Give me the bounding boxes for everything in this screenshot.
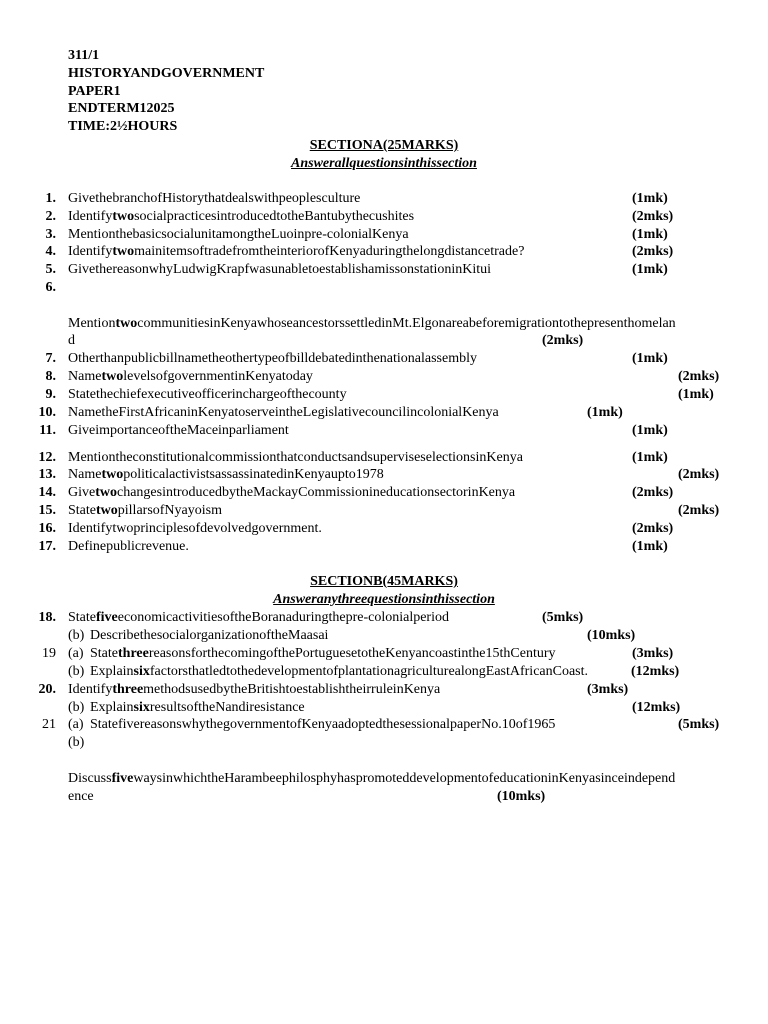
question-1 bbox=[0, 190, 768, 208]
section-b-instruction: Answeranythreequestionsinthissection bbox=[273, 592, 495, 607]
question-6-continued bbox=[0, 332, 768, 350]
question-number: 3. bbox=[45, 227, 56, 242]
question-marks: (10mks) bbox=[497, 789, 546, 804]
question-text: Otherthanpublicbillnametheothertypeofbilldebatedinthenationalassembly bbox=[68, 351, 477, 366]
question-number: 18. bbox=[38, 610, 56, 625]
question-18b bbox=[0, 627, 768, 645]
question-number: 17. bbox=[38, 539, 56, 554]
question-marks: (1mk) bbox=[632, 351, 668, 366]
question-text: GivethereasonwhyLudwigKrapfwasunabletoestablishamissonstationinKitui bbox=[68, 262, 492, 277]
question-number: 16. bbox=[38, 521, 56, 536]
question-text: (a) StatethreereasonsforthecomingofthePortuguesetotheKenyancoastinthe15thCentury bbox=[68, 646, 556, 661]
question-2 bbox=[0, 208, 768, 226]
question-text: NametwolevelsofgovernmentinKenyatoday bbox=[68, 369, 313, 384]
exam-time: TIME:2½HOURS bbox=[68, 119, 178, 135]
question-text: DiscussfivewaysinwhichtheHarambeephilosphyhaspromoteddevelopmentofeducationinKenyasinceindepend bbox=[68, 771, 676, 786]
question-21b-continued bbox=[0, 788, 768, 806]
question-marks: (5mks) bbox=[542, 610, 584, 625]
question-number: 10. bbox=[38, 405, 56, 420]
question-3 bbox=[0, 226, 768, 244]
question-marks: (1mk) bbox=[632, 450, 668, 465]
question-marks: (1mk) bbox=[632, 227, 668, 242]
question-text: Statethechiefexecutiveofficerinchargeofthecounty bbox=[68, 387, 347, 402]
question-number: 20. bbox=[38, 682, 56, 697]
question-11 bbox=[0, 422, 768, 440]
question-8 bbox=[0, 368, 768, 386]
question-marks: (1mk) bbox=[632, 191, 668, 206]
question-6 bbox=[0, 315, 768, 333]
question-number: 12. bbox=[38, 450, 56, 465]
question-marks: (10mks) bbox=[587, 628, 636, 643]
exam-name: ENDTERM12025 bbox=[68, 101, 175, 117]
question-text: (b) ExplainsixresultsoftheNandiresistance bbox=[68, 700, 305, 715]
section-a-instruction: Answerallquestionsinthissection bbox=[291, 156, 477, 171]
subject-title: HISTORYANDGOVERNMENT bbox=[68, 65, 265, 81]
question-marks: (2mks) bbox=[632, 209, 674, 224]
question-marks: (5mks) bbox=[678, 717, 720, 732]
question-4 bbox=[0, 243, 768, 261]
question-21b bbox=[0, 770, 768, 788]
question-10 bbox=[0, 404, 768, 422]
question-marks: (2mks) bbox=[542, 333, 584, 348]
question-6-number-row bbox=[0, 279, 768, 297]
paper-number: PAPER1 bbox=[68, 83, 121, 99]
question-marks: (2mks) bbox=[678, 369, 720, 384]
question-number: 14. bbox=[38, 485, 56, 500]
question-text: StatetwopillarsofNyayoism bbox=[68, 503, 222, 518]
question-15 bbox=[0, 502, 768, 520]
question-20b bbox=[0, 699, 768, 717]
question-9 bbox=[0, 386, 768, 404]
question-7 bbox=[0, 350, 768, 368]
question-marks: (1mk) bbox=[632, 262, 668, 277]
question-text: IdentifythreemethodsusedbytheBritishtoestablishtheirruleinKenya bbox=[68, 682, 441, 697]
question-number: 9. bbox=[45, 387, 56, 402]
question-marks: (2mks) bbox=[632, 244, 674, 259]
question-21b-label bbox=[0, 734, 768, 752]
question-number: 15. bbox=[38, 503, 56, 518]
question-marks: (1mk) bbox=[632, 423, 668, 438]
question-number: 11. bbox=[39, 423, 56, 438]
question-marks: (2mks) bbox=[678, 503, 720, 518]
question-text: Definepublicrevenue. bbox=[68, 539, 189, 554]
question-number: 4. bbox=[45, 244, 56, 259]
question-19a bbox=[0, 645, 768, 663]
question-text: IdentifytwomainitemsoftradefromtheinteriorofKenyaduringthelongdistancetrade? bbox=[68, 244, 525, 259]
question-12 bbox=[0, 449, 768, 467]
question-text: GivetwochangesintroducedbytheMackayCommissionineducationsectorinKenya bbox=[68, 485, 516, 500]
question-marks: (2mks) bbox=[632, 485, 674, 500]
question-text: StatefiveeconomicactivitiesoftheBoranaduringthepre-colonialperiod bbox=[68, 610, 449, 625]
question-number: 7. bbox=[45, 351, 56, 366]
question-sublabel: (b) bbox=[68, 735, 85, 750]
question-marks: (12mks) bbox=[632, 700, 681, 715]
question-number: 19 bbox=[42, 646, 56, 661]
question-marks: (12mks) bbox=[631, 664, 680, 679]
question-marks: (1mk) bbox=[632, 539, 668, 554]
question-13 bbox=[0, 466, 768, 484]
question-marks: (2mks) bbox=[632, 521, 674, 536]
question-21a bbox=[0, 716, 768, 734]
question-text: (b) DescribethesocialorganizationoftheMaasai bbox=[68, 628, 329, 643]
question-5 bbox=[0, 261, 768, 279]
question-number: 1. bbox=[45, 191, 56, 206]
question-text: MentiontwocommunitiesinKenyawhoseancestorssettledinMt.Elgonareabeforemigrationtothepresenthomelan bbox=[68, 316, 676, 331]
question-20a bbox=[0, 681, 768, 699]
question-18 bbox=[0, 609, 768, 627]
question-number: 21 bbox=[42, 717, 56, 732]
question-text: GivethebranchofHistorythatdealswithpeoplesculture bbox=[68, 191, 361, 206]
question-text: MentiontheconstitutionalcommissionthatconductsandsuperviseselectionsinKenya bbox=[68, 450, 523, 465]
paper-code: 311/1 bbox=[68, 48, 100, 63]
question-17 bbox=[0, 538, 768, 556]
question-text-continued: ence bbox=[68, 789, 94, 804]
question-marks: (1mk) bbox=[678, 387, 714, 402]
section-b-title: SECTIONB(45MARKS) bbox=[310, 574, 458, 589]
question-number: 5. bbox=[45, 262, 56, 277]
question-text-continued: d bbox=[68, 333, 75, 348]
question-marks: (3mks) bbox=[587, 682, 629, 697]
question-text: NametheFirstAfricaninKenyatoserveintheLegislativecouncilincolonialKenya bbox=[68, 405, 499, 420]
question-number: 6. bbox=[45, 280, 56, 295]
question-marks: (1mk) bbox=[587, 405, 623, 420]
question-number: 8. bbox=[45, 369, 56, 384]
question-number: 13. bbox=[38, 467, 56, 482]
question-16 bbox=[0, 520, 768, 538]
exam-header bbox=[68, 47, 264, 136]
question-14 bbox=[0, 484, 768, 502]
question-text: MentionthebasicsocialunitamongtheLuoinpre-colonialKenya bbox=[68, 227, 409, 242]
question-text: GiveimportanceoftheMaceinparliament bbox=[68, 423, 289, 438]
question-marks: (3mks) bbox=[632, 646, 674, 661]
question-text: (b) ExplainsixfactorsthatledtothedevelopmentofplantationagriculturealongEastAfricanCoast. bbox=[68, 664, 589, 679]
question-text: IdentifytwosocialpracticesintroducedtotheBantubythecushites bbox=[68, 209, 415, 224]
question-text: (a) StatefivereasonswhythegovernmentofKenyaadoptedthesessionalpaperNo.10of1965 bbox=[68, 717, 556, 732]
question-marks: (2mks) bbox=[678, 467, 720, 482]
section-a-title: SECTIONA(25MARKS) bbox=[309, 138, 459, 153]
question-19b bbox=[0, 663, 768, 681]
question-number: 2. bbox=[45, 209, 56, 224]
question-text: Identifytwoprinciplesofdevolvedgovernment. bbox=[68, 521, 322, 536]
question-text: NametwopoliticalactivistsassassinatedinKenyaupto1978 bbox=[68, 467, 384, 482]
